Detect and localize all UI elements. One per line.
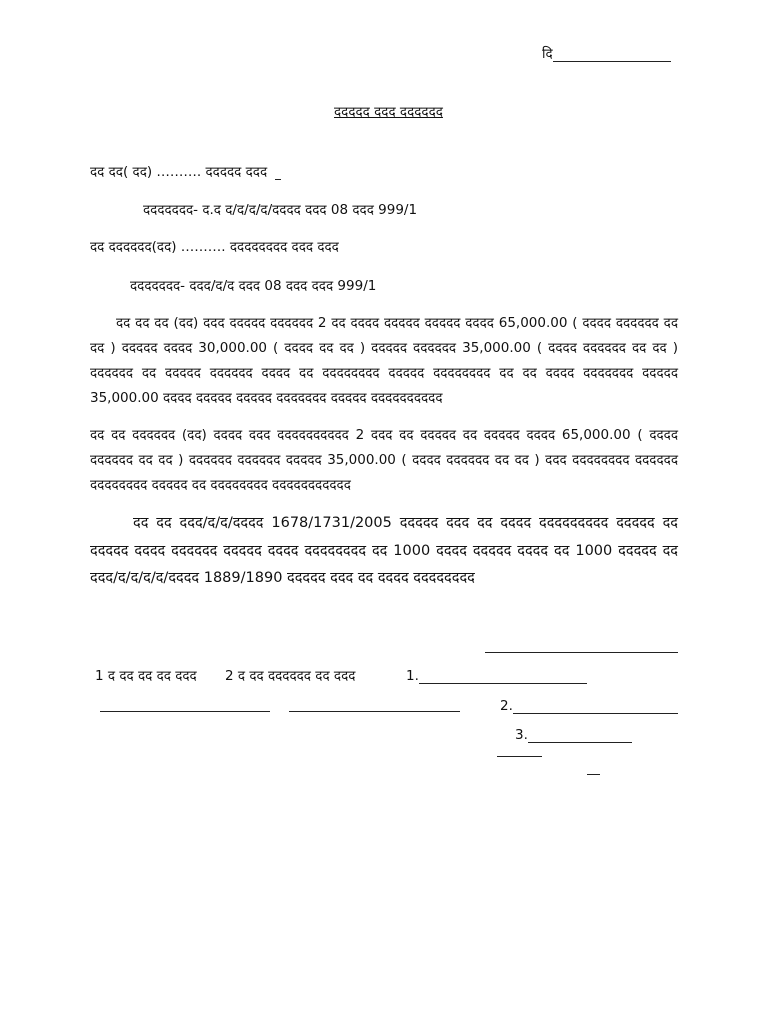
date-field [542, 46, 671, 62]
witness-line-3 [528, 728, 632, 743]
party1-name-line [90, 164, 281, 180]
party1-name-text: दद दद( दद) ………. ददददद ददद [90, 164, 268, 180]
witness-number-3: 3. [515, 727, 528, 743]
party1-signature-line [100, 711, 270, 712]
witness-slot-3 [515, 727, 632, 743]
party1-blank-mark [275, 165, 281, 180]
witness-label-1: 1 द दद दद दद ददद [95, 668, 197, 684]
party2-ref-line: ददददददद- ददद/द/द ददद 08 ददद ददद 999/1 [130, 278, 377, 294]
witness-number-1: 1. [406, 668, 419, 684]
extra-tick-line [587, 774, 600, 775]
witness-number-2: 2. [500, 698, 513, 714]
paragraph-party2-statement: दद दद दददददद (दद) दददद ददद दददददददददद 2 ददद दद ददददद दद ददददद दददद 65,000.00 ( दददद दददददद दद दद ) दददददद दददददद ददददद 35,000.00 ( दददद दददददद दद दद ) ददद दददददददद दददददद दददददददद ददददद दद दददददददद ददददददददददद [90, 427, 678, 493]
document-title: ददददद ददद दददददद [334, 104, 443, 120]
date-blank-line [553, 47, 671, 62]
date-label: दि [542, 46, 553, 62]
paragraph-fee-statement: दद दद ददद/द/द/दददद 1678/1731/2005 ददददद ददद दद दददद ददददददददद ददददद दद ददददद दददद दददददद ददददद दददद दददददददद दद 1000 दददद ददददद दददद दद 1000 ददददद दद ददद/द/द/द/द/दददद 1889/1890 ददददद ददद दद दददद दददददददद [90, 515, 678, 586]
witness-label-2: 2 द दद दददददद दद ददद [225, 668, 356, 684]
witness-line-2 [513, 699, 678, 714]
paragraph-party1-statement: दद दद दद (दद) ददद ददददद दददददद 2 दद दददद ददददद ददददद दददद 65,000.00 ( दददद दददददद दद दद ) ददददद दददद 30,000.00 ( दददद दद दद ) ददददद दददददद 35,000.00 ( दददद दददददद दद दद ) दददददद दद ददददद दददददद दददद दद दददददददद ददददद दददददददद दद दद दददद ददददददद ददददद 35,000.00 दददद ददददद ददददद ददददददद ददददद दददददददददद [90, 315, 678, 406]
signature-line [485, 652, 678, 653]
witness-slot-2 [500, 698, 678, 714]
witness-line-1 [419, 669, 587, 684]
party1-ref-line: ददददददद- द.द द/द/द/द/दददद ददद 08 ददद 999/1 [143, 202, 418, 218]
witness-slot-1 [406, 668, 587, 684]
party2-name-line: दद दददददद(दद) ………. दददददददद ददद ददद [90, 239, 339, 255]
extra-short-line [497, 756, 542, 757]
party2-signature-line [289, 711, 460, 712]
